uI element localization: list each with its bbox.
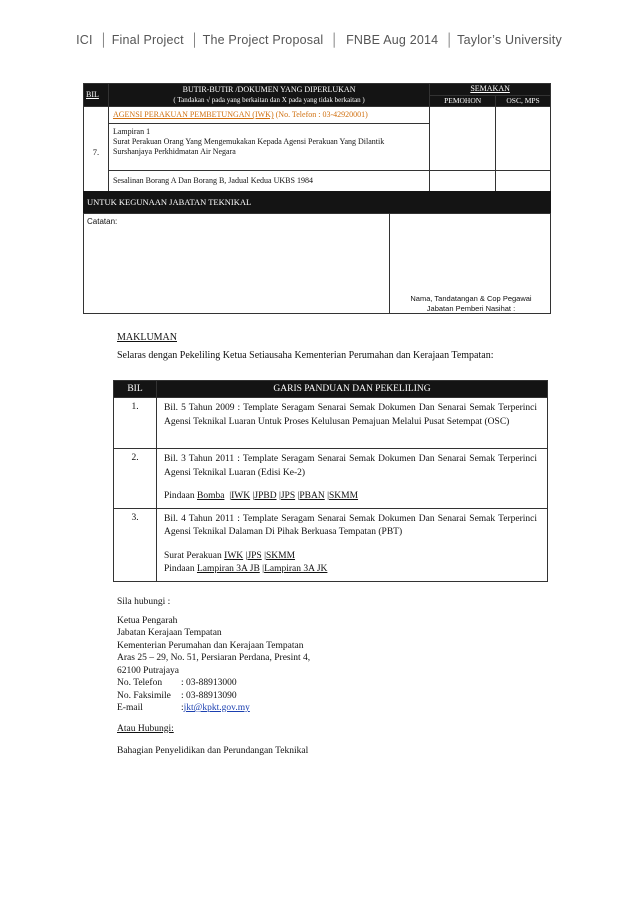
- pemohon-check-1[interactable]: [430, 107, 496, 171]
- salinan-cell: Sesalinan Borang A Dan Borang B, Jadual Kedua UKBS 1984: [108, 171, 429, 197]
- osc-check-1[interactable]: [496, 107, 551, 171]
- link-skmm[interactable]: SKMM: [265, 550, 296, 561]
- butir-header: [108, 84, 429, 107]
- contact-line: Aras 25 – 29, No. 51, Persiaran Perdana, Presint 4,: [117, 653, 311, 663]
- table-row: [114, 449, 548, 509]
- agency-name: AGENSI PERAKUAN PEMBETUNGAN (IWK): [112, 110, 274, 119]
- lampiran-label: Lampiran 1: [112, 127, 151, 136]
- link-jpbd[interactable]: JPBD: [254, 491, 277, 501]
- butir-note: ( Tandakan √ pada yang berkaitan dan X pada yang tidak berkaitan ): [173, 96, 365, 104]
- row-number: 7.: [84, 107, 109, 197]
- email-link[interactable]: jkt@kpkt.gov.my: [183, 703, 250, 713]
- header-item-fnbe: FNBE Aug 2014: [346, 33, 439, 47]
- telefon-value: : 03-88913000: [181, 678, 237, 688]
- agency-phone: (No. Telefon : 03-42920001): [275, 110, 368, 119]
- link-skmm[interactable]: SKMM: [329, 491, 359, 501]
- surat-text: Surat Perakuan Orang Yang Mengemukakan Kepada Agensi Perakuan Yang Dilantik Surshanjaya Perkhidmatan Air Negara: [112, 137, 385, 156]
- link-lampiran-3a-jb[interactable]: Lampiran 3A JB: [196, 564, 260, 574]
- link-jps[interactable]: JPS: [280, 491, 296, 501]
- makluman-text: Selaras dengan Pekeliling Ketua Setiausaha Kementerian Perumahan dan Kerajaan Tempatan:: [117, 350, 494, 361]
- guideline-text: Bil. 3 Tahun 2011 : Template Seragam Senarai Semak Dokumen Dan Senarai Semak Terperinci Agensi Teknikal Luaran (Edisi Ke-2): [164, 454, 537, 478]
- osc-header: OSC, MPS: [496, 95, 551, 107]
- agency-cell: [108, 107, 429, 124]
- bil-header: BIL: [84, 84, 109, 107]
- pindaan-label: Pindaan: [164, 564, 195, 574]
- guidelines-table: [113, 380, 548, 582]
- link-bomba[interactable]: Bomba: [196, 491, 225, 501]
- sila-hubungi: Sila hubungi :: [117, 597, 171, 607]
- bahagian-line: Bahagian Penyelidikan dan Perundangan Teknikal: [117, 746, 309, 756]
- telefon-label: No. Telefon: [117, 678, 163, 688]
- pindaan-line: Pindaan Lampiran 3A JB |Lampiran 3A JK: [164, 564, 328, 574]
- guideline-number: 1.: [114, 398, 157, 449]
- guidelines-header: GARIS PANDUAN DAN PEKELILING: [157, 381, 548, 398]
- contact-block: [117, 596, 310, 758]
- butir-title: BUTIR-BUTIR /DOKUMEN YANG DIPERLUKAN: [182, 85, 356, 94]
- contact-line: 62100 Putrajaya: [117, 665, 180, 676]
- link-iwk[interactable]: IWK: [231, 491, 251, 501]
- guidelines-bil-header: BIL: [114, 381, 157, 398]
- catatan-label: Catatan:: [87, 217, 118, 226]
- guideline-cell: [157, 449, 548, 509]
- makluman-title: MAKLUMAN: [117, 332, 177, 343]
- faks-label: No. Faksimile: [117, 690, 171, 701]
- email-row: E-mail : jkt@kpkt.gov.my: [117, 703, 250, 713]
- faks-row: [117, 690, 310, 703]
- header-item-proposal: The Project Proposal: [202, 33, 324, 47]
- link-pban[interactable]: PBAN: [299, 491, 325, 501]
- contact-line: Ketua Pengarah: [117, 615, 178, 626]
- signature-line-1: Nama, Tandatangan & Cop Pegawai: [410, 294, 532, 303]
- guideline-text: Bil. 4 Tahun 2011 : Template Seragam Senarai Semak Dokumen Dan Senarai Semak Terperinci Agensi Teknikal Dalaman Di Pihak Berkuasa Tempatan (PBT): [164, 513, 537, 537]
- faks-value: : 03-88913090: [181, 690, 237, 701]
- signature-block: [390, 294, 552, 314]
- surat-perakuan-label: Surat Perakuan: [164, 550, 222, 561]
- pindaan-label: Pindaan: [164, 491, 195, 501]
- semakan-header: SEMAKAN: [430, 84, 551, 96]
- link-lampiran-3a-jk[interactable]: Lampiran 3A JK: [264, 564, 328, 574]
- link-iwk[interactable]: IWK: [224, 550, 244, 561]
- guideline-cell: [157, 508, 548, 581]
- table-row: [114, 508, 548, 581]
- guideline-number: 3.: [114, 508, 157, 581]
- document-checklist-table: [83, 83, 551, 197]
- header-item-university: Taylor’s University: [457, 33, 562, 47]
- teknikal-bar: UNTUK KEGUNAAN JABATAN TEKNIKAL: [83, 191, 551, 213]
- page-header: ICI │ Final Project │ The Project Proposal │ FNBE Aug 2014 │ Taylor’s University: [76, 33, 562, 47]
- link-jps[interactable]: JPS: [247, 550, 262, 561]
- catatan-box: [83, 213, 551, 314]
- email-label: E-mail: [117, 703, 143, 713]
- table-row: [114, 398, 548, 449]
- pindaan-line: Pindaan Bomba |IWK |JPBD |JPS |PBAN |SKMM: [164, 491, 359, 501]
- signature-line-2: Jabatan Pemberi Nasihat :: [426, 304, 516, 313]
- header-item-final-project: Final Project: [111, 33, 184, 47]
- guideline-text: Bil. 5 Tahun 2009 : Template Seragam Senarai Semak Dokumen Dan Senarai Semak Terperinci Agensi Teknikal Luaran Untuk Proses Kelulusan Pemajuan Melalui Pusat Setempat (OSC): [157, 398, 548, 449]
- contact-line: Jabatan Kerajaan Tempatan: [117, 628, 222, 638]
- guideline-number: 2.: [114, 449, 157, 509]
- header-item-ici: ICI: [76, 33, 93, 47]
- contact-line: Kementerian Perumahan dan Kerajaan Tempatan: [117, 640, 304, 651]
- pemohon-header: PEMOHON: [430, 95, 496, 107]
- atau-hubungi: Atau Hubungi:: [117, 723, 174, 734]
- telefon-row: [117, 677, 310, 690]
- lampiran-cell: [108, 124, 429, 171]
- surat-perakuan-line: Surat Perakuan IWK |JPS |SKMM: [164, 550, 296, 561]
